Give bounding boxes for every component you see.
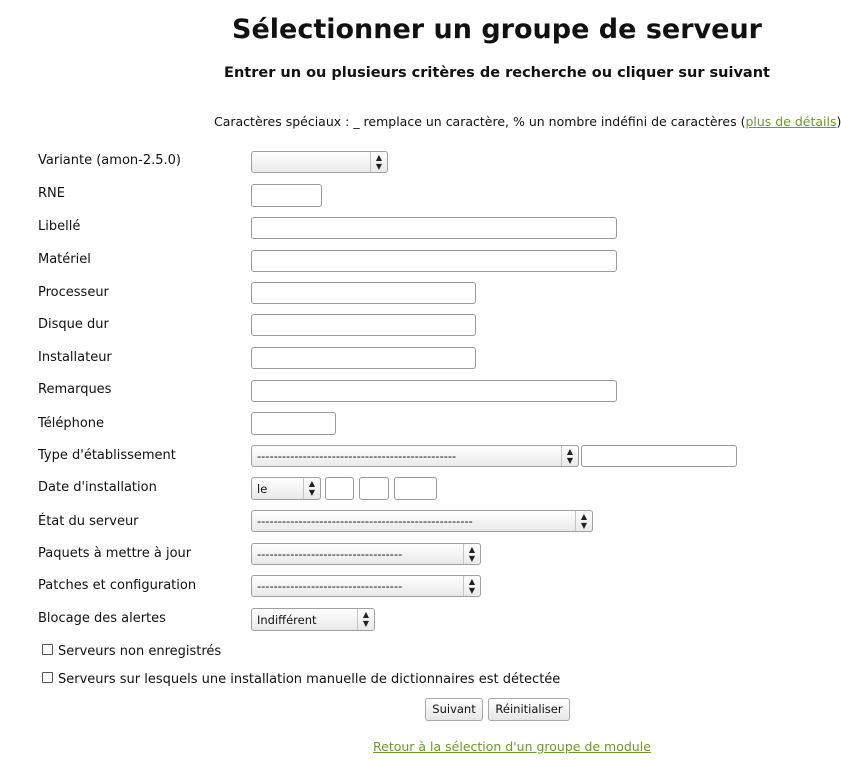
- next-button[interactable]: Suivant: [425, 698, 483, 721]
- page-title: Sélectionner un groupe de serveur: [232, 14, 762, 45]
- installation-manuelle-label: Serveurs sur lesquels une installation manuelle de dictionnaires est détectée: [58, 672, 561, 687]
- remarques-input[interactable]: [251, 380, 617, 402]
- blocage-label: Blocage des alertes: [38, 611, 166, 626]
- telephone-label: Téléphone: [38, 416, 105, 431]
- variante-label: Variante (amon-2.5.0): [38, 153, 181, 168]
- materiel-input[interactable]: [251, 250, 617, 272]
- etat-serveur-label: État du serveur: [38, 514, 139, 529]
- date-installation-label: Date d'installation: [38, 480, 157, 495]
- select-arrows-icon: ▲ ▼: [463, 576, 480, 596]
- select-arrows-icon: ▲ ▼: [463, 544, 480, 564]
- type-etablissement-label: Type d'établissement: [38, 448, 176, 463]
- materiel-label: Matériel: [38, 252, 91, 267]
- etat-serveur-value: ----------------------------------------------------: [257, 514, 473, 528]
- installateur-input[interactable]: [251, 347, 476, 369]
- rne-input[interactable]: [251, 184, 322, 207]
- paquets-select[interactable]: [251, 543, 481, 565]
- select-arrows-icon: ▲ ▼: [303, 478, 320, 499]
- blocage-select[interactable]: [251, 608, 375, 631]
- non-enregistres-label: Serveurs non enregistrés: [58, 644, 222, 659]
- installation-manuelle-checkbox[interactable]: [42, 672, 53, 683]
- type-etablissement-value: ------------------------------------------------: [257, 449, 457, 463]
- etat-serveur-select[interactable]: [251, 510, 593, 532]
- date-month-input[interactable]: [359, 477, 389, 500]
- disque-input[interactable]: [251, 314, 476, 336]
- select-arrows-icon: ▲ ▼: [561, 446, 578, 466]
- hint-text: Caractères spéciaux : _ remplace un caractère, % un nombre indéfini de caractères (: [214, 114, 746, 129]
- date-year-input[interactable]: [394, 477, 437, 500]
- special-characters-hint: [214, 114, 841, 129]
- telephone-input[interactable]: [251, 412, 336, 435]
- non-enregistres-checkbox[interactable]: [42, 644, 53, 655]
- select-arrows-icon: ▲ ▼: [357, 609, 374, 630]
- processeur-input[interactable]: [251, 282, 476, 304]
- select-arrows-icon: ▲ ▼: [575, 511, 592, 531]
- hint-close: ): [836, 114, 841, 129]
- paquets-value: -----------------------------------: [257, 547, 403, 561]
- type-etablissement-input[interactable]: [581, 445, 737, 467]
- rne-label: RNE: [38, 186, 65, 201]
- paquets-label: Paquets à mettre à jour: [38, 546, 192, 561]
- date-day-input[interactable]: [325, 477, 354, 500]
- date-operator-select[interactable]: [251, 477, 321, 500]
- more-details-link[interactable]: plus de détails: [745, 114, 837, 129]
- patches-label: Patches et configuration: [38, 578, 197, 593]
- type-etablissement-select[interactable]: [251, 445, 579, 467]
- blocage-value: Indifférent: [257, 613, 317, 627]
- reset-button[interactable]: Réinitialiser: [488, 698, 570, 721]
- libelle-input[interactable]: [251, 217, 617, 239]
- back-to-module-group-link[interactable]: Retour à la sélection d'un groupe de module: [373, 739, 651, 754]
- disque-label: Disque dur: [38, 317, 109, 332]
- processeur-label: Processeur: [38, 285, 109, 300]
- patches-select[interactable]: [251, 575, 481, 597]
- remarques-label: Remarques: [38, 382, 112, 397]
- patches-value: -----------------------------------: [257, 579, 403, 593]
- installateur-label: Installateur: [38, 350, 112, 365]
- page-subtitle: Entrer un ou plusieurs critères de recherche ou cliquer sur suivant: [224, 65, 770, 81]
- select-arrows-icon: ▲ ▼: [370, 152, 387, 172]
- date-operator-value: le: [257, 482, 268, 496]
- variante-select[interactable]: [251, 151, 388, 173]
- libelle-label: Libellé: [38, 219, 81, 234]
